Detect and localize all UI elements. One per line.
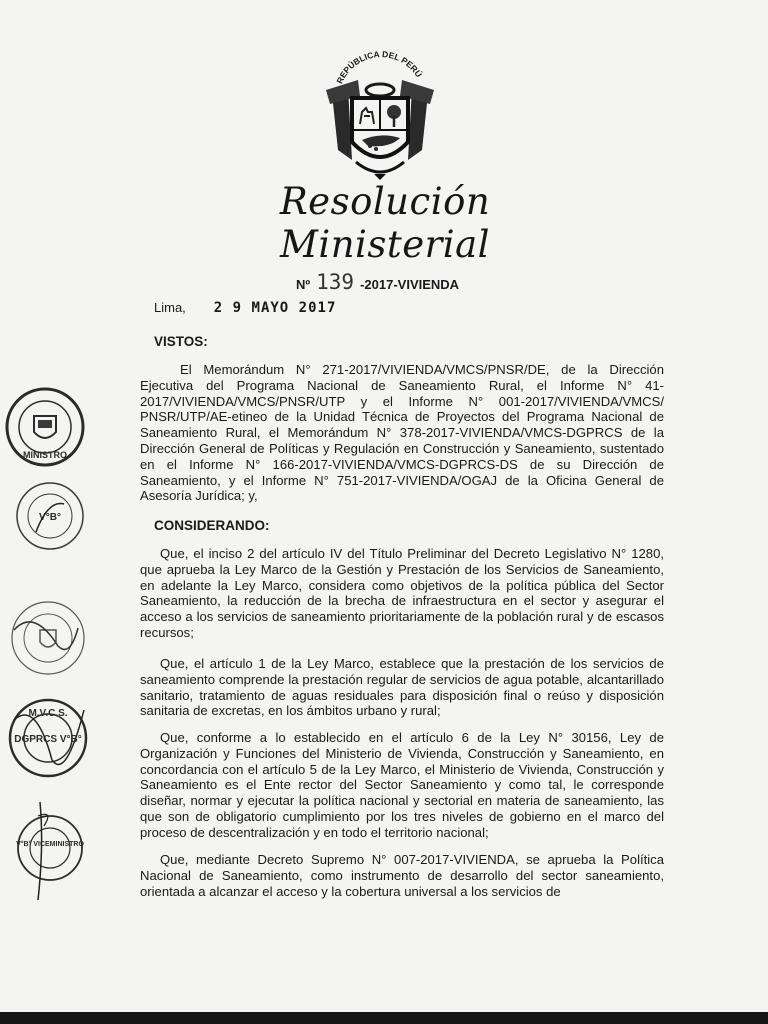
crest-text: REPÚBLICA DEL PERÚ [334, 50, 425, 86]
document-title: Resolución Ministerial [279, 180, 491, 266]
vistos-paragraph [140, 362, 664, 504]
paragraph-text: Que, el artículo 1 de la Ley Marco, establece que la prestación de los servicios de saneamiento comprende la prestación regular de servicios de agua potable, alcantarillado sanitario, tratamiento de aguas residuales para disposición final o reúso y disposición sanitaria de excretas, en los ámbitos urbano y rural; [140, 656, 664, 719]
coat-of-arms-icon [318, 50, 442, 182]
scan-bottom-edge [0, 1012, 768, 1024]
paragraph [140, 656, 664, 719]
program-vobo-stamp [14, 480, 86, 552]
handwritten-number: 139 [316, 270, 355, 294]
svg-text:REPÚBLICA DEL PERÚ [334, 50, 425, 85]
paragraph [140, 730, 664, 841]
paragraph-text: Que, conforme a lo establecido en el artículo 6 de la Ley N° 30156, Ley de Organización y Funciones del Ministerio de Vivienda, Construcción y Saneamiento, en concordancia con el artículo 5 de la Ley Marco, el Ministerio de Vivienda, Construcción y Saneamiento es el Ente rector del Sector Saneamiento y como tal, le corresponde diseñar, normar y ejecutar la política nacional y sectorial en materia de saneamiento, las que son de obligatorio cumplimiento por los tres niveles de gobierno en el marco del proceso de descentralización y en todo el territorio nacional; [140, 730, 664, 840]
resolution-number [296, 270, 459, 294]
number-prefix: Nº [296, 277, 311, 292]
dgprcs-vobo-stamp [6, 690, 90, 786]
number-suffix: -2017-VIVIENDA [360, 277, 460, 292]
date-line [154, 300, 336, 316]
stamped-date: 2 9 MAYO 2017 [213, 300, 337, 316]
stamp-label: V°B° [39, 512, 61, 523]
paragraph-text: Que, el inciso 2 del artículo IV del Título Preliminar del Decreto Legislativo N° 1280, que aprueba la Ley Marco de la Gestión y Prestación de los Servicios de Saneamiento, en adelante la Ley Marco, considera como objetivos de la política pública del Sector Saneamiento, la reducción de la brecha de infraestructura en el sector y asegurar el acceso a los servicios de saneamiento prioritariamente de la población rural y de escasos recursos; [140, 546, 664, 640]
paragraph [140, 546, 664, 641]
considerando-heading: CONSIDERANDO: [154, 518, 270, 533]
stamp-ring-text: M.V.C.S. [28, 708, 68, 719]
stamp-label: V°B° VICEMINISTRO [16, 841, 84, 848]
stamp-label: MINISTRO [23, 450, 67, 460]
ministry-seal-stamp [4, 386, 86, 468]
paragraph-text: Que, mediante Decreto Supremo N° 007-2017-VIVIENDA, se aprueba la Política Nacional de Saneamiento, como instrumento de desarrollo del sector saneamiento, orientada a alcanzar el acceso y la cobertura universal a los servicios de [140, 852, 664, 899]
vistos-text: El Memorándum N° 271-2017/VIVIENDA/VMCS/PNSR/DE, de la Dirección Ejecutiva del Programa Nacional de Saneamiento Rural, el Informe N° 41-2017/VIVIENDA/VMCS/PNSR/UTP y el Informe N° 001-2017/VIVIENDA/VMCS/ PNSR/UTP/AE-etineo de la Unidad Técnica de Proyectos del Programa Nacional de Saneamiento Rural, el Memorándum N° 378-2017-VIVIENDA/VMCS-DGPRCS de la Dirección General de Políticas y Regulación en Construcción y Saneamiento, sustentado en el Informe N° 166-2017-VIVIENDA/VMCS-DGPRCS-DS de su Dirección de Saneamiento, y el Informe N° 751-2017-VIVIENDA/OGAJ de la Oficina General de Asesoría Jurídica; y, [140, 362, 664, 504]
vistos-heading: VISTOS: [154, 334, 208, 349]
viceminister-vobo-stamp [14, 796, 84, 906]
date-place: Lima, [154, 300, 186, 315]
paragraph [140, 852, 664, 899]
stamp-label: DGPRCS V°B° [14, 734, 82, 745]
legal-office-stamp [8, 598, 88, 678]
